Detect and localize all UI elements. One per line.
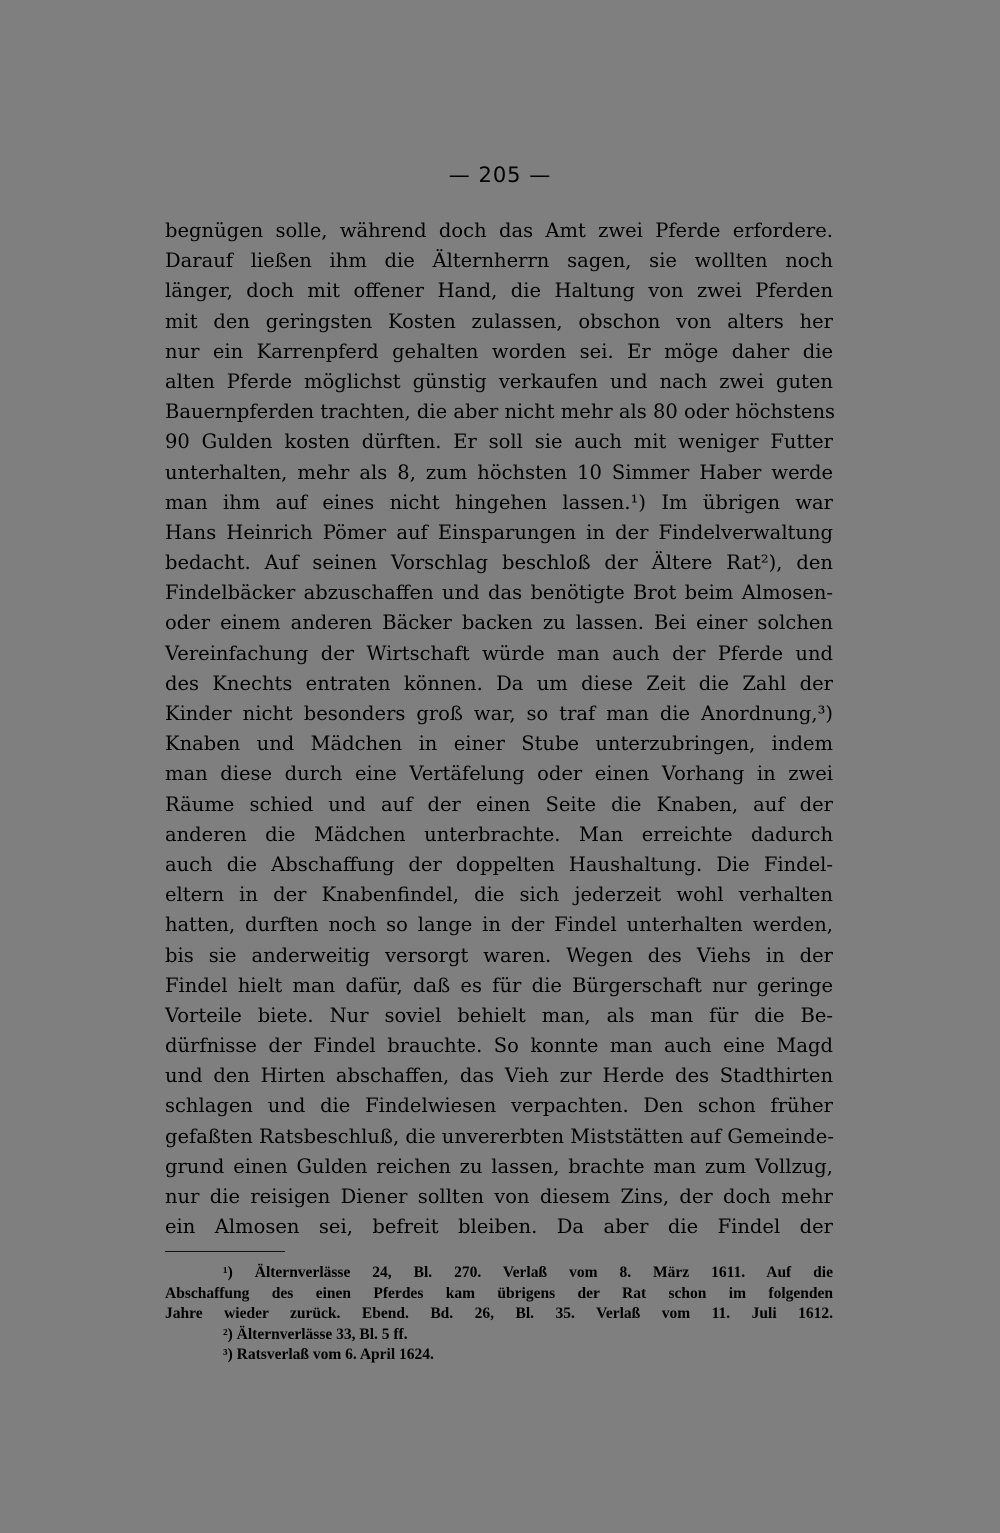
text-line: Findel hielt man dafür, daß es für die Bürgerschaft nur geringe	[165, 973, 833, 997]
text-line: und den Hirten abschaffen, das Vieh zur Herde des Stadthirten	[165, 1064, 833, 1088]
page-number-header: — 205 —	[448, 163, 552, 187]
text-line: alten Pferde möglichst günstig verkaufen und nach zwei guten	[165, 369, 833, 393]
text-line: gefaßten Ratsbeschluß, die unvererbten Miststätten auf Gemeinde-	[165, 1124, 834, 1148]
footnote-line: ¹) Älternverlässe 24, Bl. 270. Verlaß vom 8. März 1611. Auf die	[223, 1264, 833, 1281]
footnote-line: Jahre wieder zurück. Ebend. Bd. 26, Bl. 35. Verlaß vom 11. Juli 1612.	[165, 1305, 833, 1323]
text-line: Knaben und Mädchen in einer Stube unterzubringen, indem	[165, 732, 833, 756]
footnote-line: ³) Ratsverlaß vom 6. April 1624.	[223, 1346, 434, 1364]
text-line: grund einen Gulden reichen zu lassen, brachte man zum Vollzug,	[165, 1154, 833, 1178]
text-line: Vorteile biete. Nur soviel behielt man, als man für die Be-	[165, 1003, 833, 1027]
text-line: unterhalten, mehr als 8, zum höchsten 10 Simmer Haber werde	[165, 460, 833, 484]
text-line: 90 Gulden kosten dürften. Er soll sie auch mit weniger Futter	[165, 430, 833, 454]
text-line: Darauf ließen ihm die Älternherrn sagen, sie wollten noch	[165, 249, 833, 273]
text-line: man diese durch eine Vertäfelung oder einen Vorhang in zwei	[165, 762, 833, 786]
text-line: Bauernpferden trachten, die aber nicht mehr als 80 oder höchstens	[165, 400, 836, 424]
text-line: mit den geringsten Kosten zulassen, obschon von alters her	[165, 309, 833, 333]
text-line: dürfnisse der Findel brauchte. So konnte man auch eine Magd	[165, 1034, 833, 1058]
footnote-line: ²) Älternverlässe 33, Bl. 5 ff.	[223, 1325, 408, 1343]
text-line: eltern in der Knabenfindel, die sich jederzeit wohl verhalten	[165, 883, 833, 907]
text-line: ein Almosen sei, befreit bleiben. Da aber die Findel der	[165, 1215, 833, 1239]
text-line: Räume schied und auf der einen Seite die Knaben, auf der	[165, 792, 833, 816]
footnote-divider	[165, 1251, 285, 1252]
text-line: Findelbäcker abzuschaffen und das benötigte Brot beim Almosen-	[165, 581, 833, 605]
footnotes	[165, 1263, 833, 1366]
text-line: des Knechts entraten können. Da um diese Zeit die Zahl der	[165, 671, 833, 695]
text-line: bedacht. Auf seinen Vorschlag beschloß der Ältere Rat²), den	[165, 551, 833, 575]
footnote-line: Abschaffung des einen Pferdes kam übrigens der Rat schon im folgenden	[165, 1284, 833, 1302]
text-line: oder einem anderen Bäcker backen zu lassen. Bei einer solchen	[165, 611, 833, 635]
text-line: man ihm auf eines nicht hingehen lassen.¹) Im übrigen war	[165, 490, 833, 514]
text-line: bis sie anderweitig versorgt waren. Wegen des Viehs in der	[165, 943, 833, 967]
text-line: nur ein Karrenpferd gehalten worden sei. Er möge daher die	[165, 339, 833, 363]
text-line: Kinder nicht besonders groß war, so traf man die Anordnung,³)	[165, 702, 833, 725]
text-line: nur die reisigen Diener sollten von diesem Zins, der doch mehr	[165, 1185, 833, 1208]
text-line: hatten, durften noch so lange in der Findel unterhalten werden,	[165, 913, 833, 937]
text-line: Vereinfachung der Wirtschaft würde man auch der Pferde und	[165, 641, 833, 665]
text-line: auch die Abschaffung der doppelten Haushaltung. Die Findel-	[165, 852, 833, 876]
text-line: anderen die Mädchen unterbrachte. Man erreichte dadurch	[165, 822, 833, 846]
text-line: länger, doch mit offener Hand, die Haltung von zwei Pferden	[165, 279, 833, 303]
text-line: begnügen solle, während doch das Amt zwei Pferde erfordere.	[165, 219, 833, 242]
body-text	[165, 216, 836, 1242]
text-line: Hans Heinrich Pömer auf Einsparungen in der Findelverwaltung	[165, 520, 833, 544]
text-line: schlagen und die Findelwiesen verpachten. Den schon früher	[165, 1094, 833, 1118]
